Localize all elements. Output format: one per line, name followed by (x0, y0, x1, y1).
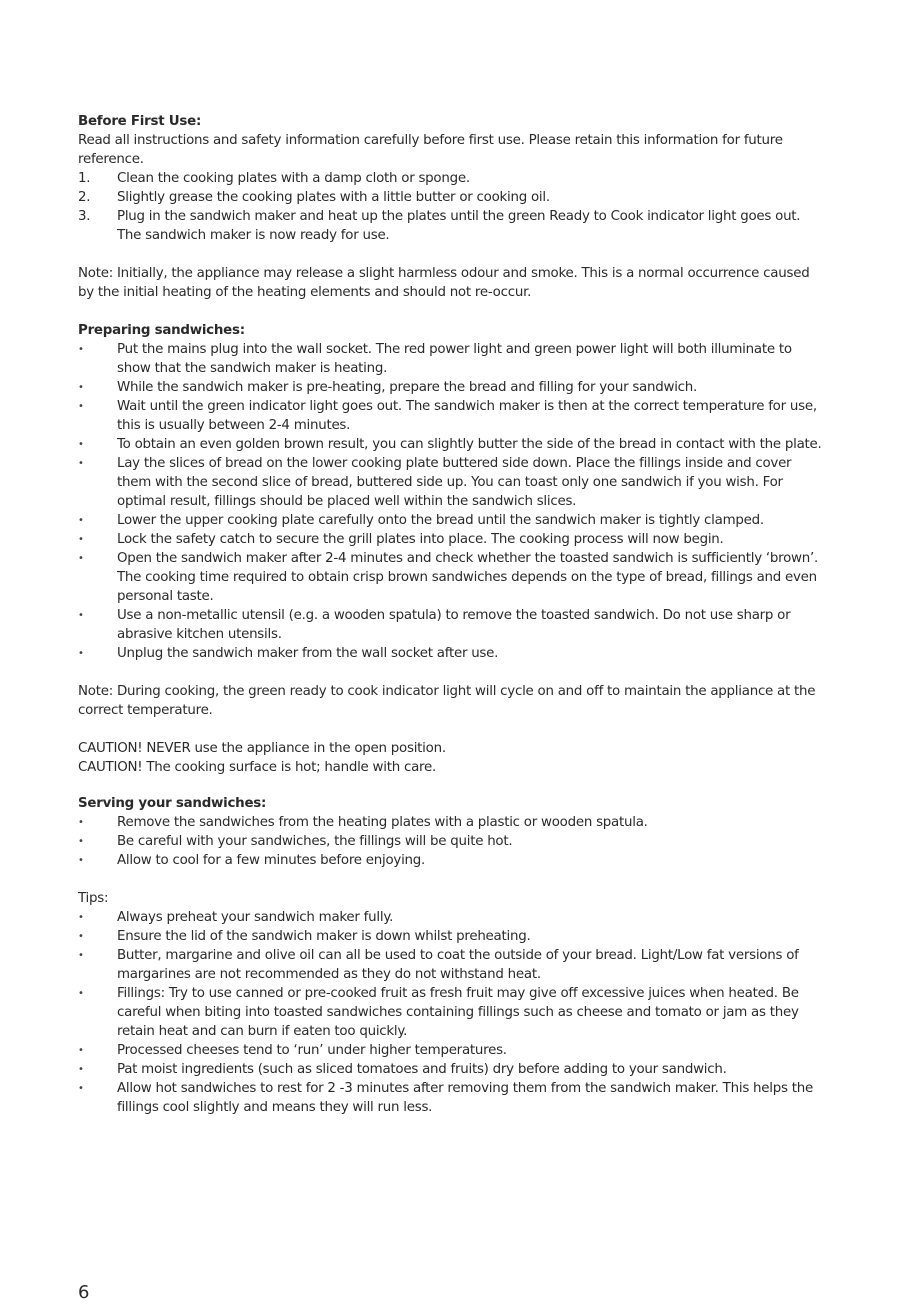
setup-steps-list (78, 169, 823, 245)
bullet-icon: • (78, 1083, 84, 1094)
bullet-icon: • (78, 439, 84, 450)
preparing-list (78, 340, 823, 663)
manual-page (78, 112, 823, 1117)
section-heading: Before First Use: (78, 114, 202, 129)
bullet-icon: • (78, 534, 84, 545)
list-item (78, 851, 823, 870)
section-heading: Tips: (78, 891, 109, 906)
item-text: Butter, margarine and olive oil can all be used to coat the outside of your bread. Light/Low fat versions of margarines are not recommended as they do not withstand heat. (117, 948, 799, 982)
item-text: Use a non-metallic utensil (e.g. a wooden spatula) to remove the toasted sandwich. Do not use sharp or abrasive kitchen utensils. (117, 608, 791, 642)
item-text: Unplug the sandwich maker from the wall socket after use. (117, 646, 499, 661)
list-item (78, 435, 823, 454)
bullet-icon: • (78, 950, 84, 961)
page-number: 6 (78, 1282, 90, 1303)
tips-list (78, 908, 823, 1117)
list-item (78, 1041, 823, 1060)
list-item (78, 813, 823, 832)
bullet-icon: • (78, 553, 84, 564)
bullet-icon: • (78, 912, 84, 923)
preparing-section (78, 321, 823, 720)
item-text: Processed cheeses tend to ‘run’ under higher temperatures. (117, 1043, 507, 1058)
bullet-icon: • (78, 836, 84, 847)
list-item (78, 1079, 823, 1117)
bullet-icon: • (78, 382, 84, 393)
section-heading: Serving your sandwiches: (78, 796, 267, 811)
list-item (78, 511, 823, 530)
bullet-icon: • (78, 458, 84, 469)
step-number: 3. (78, 209, 91, 224)
item-text: Fillings: Try to use canned or pre-cooked fruit as fresh fruit may give off excessive juices when heated. Be careful when biting into toasted sandwiches containing fillings such as cheese and tomato or jam as they retain heat and can burn if eaten too quickly. (117, 986, 799, 1039)
serving-section (78, 794, 823, 870)
bullet-icon: • (78, 648, 84, 659)
list-item (78, 397, 823, 435)
step-number: 2. (78, 190, 91, 205)
serving-list (78, 813, 823, 870)
section-heading: Preparing sandwiches: (78, 323, 245, 338)
list-item (78, 927, 823, 946)
item-text: Allow to cool for a few minutes before enjoying. (117, 853, 426, 868)
list-item (78, 340, 823, 378)
bullet-icon: • (78, 855, 84, 866)
list-item (78, 454, 823, 511)
before-first-use-section (78, 112, 823, 302)
note-paragraph: Note: Initially, the appliance may release a slight harmless odour and smoke. This is a normal occurrence caused by the initial heating of the heating elements and should not re-occur. (78, 266, 810, 300)
item-text: Remove the sandwiches from the heating plates with a plastic or wooden spatula. (117, 815, 648, 830)
step-text: Clean the cooking plates with a damp cloth or sponge. (117, 171, 470, 186)
item-text: Put the mains plug into the wall socket. The red power light and green power light will both illuminate to show that the sandwich maker is heating. (117, 342, 792, 376)
list-item (78, 644, 823, 663)
item-text: While the sandwich maker is pre-heating, prepare the bread and filling for your sandwich. (117, 380, 698, 395)
list-item (78, 1060, 823, 1079)
list-item (78, 832, 823, 851)
list-item (78, 984, 823, 1041)
list-item (78, 188, 823, 207)
caution-line: CAUTION! The cooking surface is hot; handle with care. (78, 760, 436, 775)
list-item (78, 606, 823, 644)
bullet-icon: • (78, 344, 84, 355)
bullet-icon: • (78, 1064, 84, 1075)
bullet-icon: • (78, 931, 84, 942)
list-item (78, 378, 823, 397)
tips-section (78, 889, 823, 1117)
item-text: Pat moist ingredients (such as sliced tomatoes and fruits) dry before adding to your sandwich. (117, 1062, 727, 1077)
item-text: Lay the slices of bread on the lower cooking plate buttered side down. Place the fillings inside and cover them with the second slice of bread, buttered side up. You can toast only one sandwich if you wish. For optimal result, fillings should be placed well within the sandwich slices. (117, 456, 792, 509)
list-item (78, 946, 823, 984)
bullet-icon: • (78, 610, 84, 621)
item-text: Ensure the lid of the sandwich maker is down whilst preheating. (117, 929, 531, 944)
list-item (78, 908, 823, 927)
item-text: Wait until the green indicator light goes out. The sandwich maker is then at the correct temperature for use, this is usually between 2-4 minutes. (117, 399, 817, 433)
bullet-icon: • (78, 817, 84, 828)
caution-line: CAUTION! NEVER use the appliance in the open position. (78, 741, 446, 756)
item-text: Lower the upper cooking plate carefully onto the bread until the sandwich maker is tightly clamped. (117, 513, 764, 528)
bullet-icon: • (78, 1045, 84, 1056)
note-paragraph: Note: During cooking, the green ready to cook indicator light will cycle on and off to maintain the appliance at the correct temperature. (78, 684, 816, 718)
step-text: Slightly grease the cooking plates with a little butter or cooking oil. (117, 190, 550, 205)
item-text: Open the sandwich maker after 2-4 minutes and check whether the toasted sandwich is sufficiently ‘brown’. The cooking time required to obtain crisp brown sandwiches depends on the type of bread, fillings and even personal taste. (117, 551, 819, 604)
list-item (78, 530, 823, 549)
caution-block (78, 739, 823, 777)
list-item (78, 169, 823, 188)
step-number: 1. (78, 171, 91, 186)
step-text: Plug in the sandwich maker and heat up the plates until the green Ready to Cook indicator light goes out. The sandwich maker is now ready for use. (117, 209, 801, 243)
bullet-icon: • (78, 401, 84, 412)
item-text: Always preheat your sandwich maker fully. (117, 910, 394, 925)
item-text: To obtain an even golden brown result, you can slightly butter the side of the bread in contact with the plate. (117, 437, 822, 452)
bullet-icon: • (78, 988, 84, 999)
item-text: Allow hot sandwiches to rest for 2 -3 minutes after removing them from the sandwich maker. This helps the fillings cool slightly and means they will run less. (117, 1081, 813, 1115)
intro-paragraph: Read all instructions and safety information carefully before first use. Please retain this information for future reference. (78, 133, 783, 167)
list-item (78, 549, 823, 606)
item-text: Lock the safety catch to secure the grill plates into place. The cooking process will now begin. (117, 532, 724, 547)
item-text: Be careful with your sandwiches, the fillings will be quite hot. (117, 834, 513, 849)
list-item (78, 207, 823, 245)
bullet-icon: • (78, 515, 84, 526)
